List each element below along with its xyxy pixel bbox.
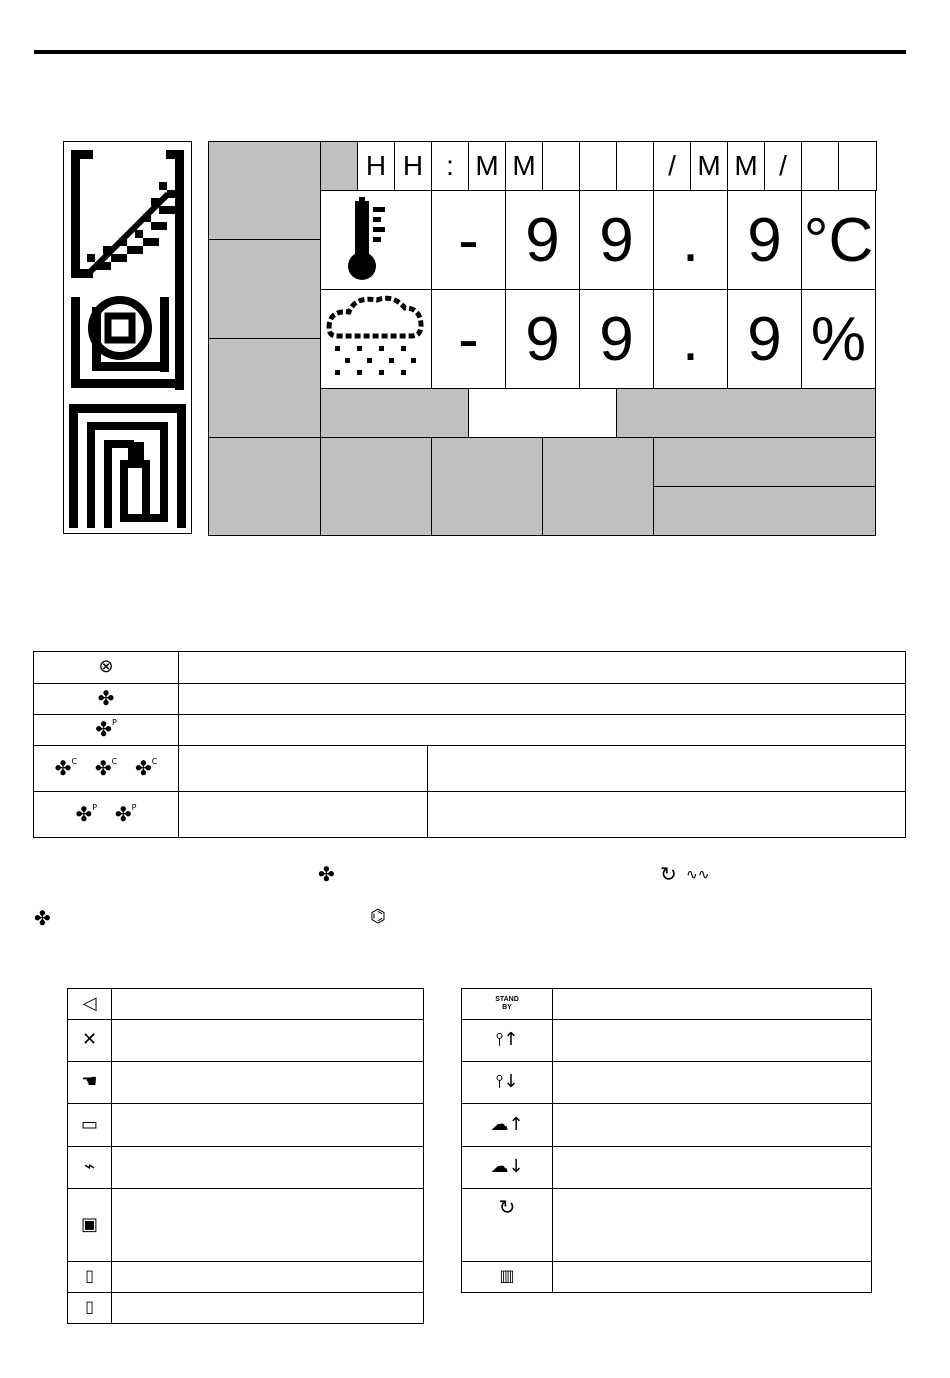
thermometer-icon: [320, 190, 432, 290]
table-row: [68, 989, 424, 1020]
fan-mode-label-c: C: [111, 756, 118, 766]
lcd-segment: [431, 437, 543, 536]
lcd-segment: [320, 388, 469, 438]
lcd-segment: [320, 437, 432, 536]
table-row: [34, 715, 906, 746]
humidity-decimal-point: .: [653, 289, 728, 389]
table-row: [34, 792, 906, 838]
rain-cloud-icon: [320, 289, 432, 389]
table-row: [34, 746, 906, 792]
temp-digit-3: 9: [727, 190, 802, 290]
table-row: [462, 1147, 872, 1189]
lcd-header-cell: M: [690, 141, 728, 191]
table-row: [68, 1189, 424, 1262]
temperature-down-icon: ⫯↓: [495, 1071, 519, 1092]
lcd-segment: [208, 338, 321, 438]
fan-icon: ✤: [75, 801, 93, 826]
standby-icon-line2: BY: [502, 1004, 512, 1011]
humidity-down-icon: ☁↓: [490, 1156, 524, 1177]
lcd-header-cell: [542, 141, 580, 191]
manual-hand-icon: ☚: [81, 1071, 98, 1092]
table-row: [68, 1293, 424, 1324]
fan-icon: ✤: [34, 906, 51, 930]
alarm-speaker-icon: ◁: [82, 992, 97, 1014]
lcd-header-cell: /: [764, 141, 802, 191]
table-row: [462, 989, 872, 1020]
table-row: [462, 1262, 872, 1293]
table-row: [34, 684, 906, 715]
fan-mode-label-c: C: [151, 756, 158, 766]
lcd-display: [208, 141, 876, 536]
table-row: [34, 652, 906, 684]
lcd-header-cell: [838, 141, 877, 191]
lcd-header-cell: [320, 141, 358, 191]
table-row: [68, 1062, 424, 1104]
standby-icon-line1: STAND: [495, 996, 519, 1003]
humidity-sign: -: [431, 289, 506, 389]
logo-graphic: [64, 142, 191, 533]
top-rule: [34, 50, 906, 54]
table-row: [462, 1020, 872, 1062]
table-row: [462, 1104, 872, 1147]
timer-icon: ↻: [660, 862, 677, 886]
lcd-header-cell: M: [468, 141, 506, 191]
off-icon: ⊗: [98, 656, 114, 677]
lcd-header-cell: [616, 141, 654, 191]
lcd-segment: [468, 388, 617, 438]
lcd-segment: [653, 486, 876, 536]
humidity-digit-3: 9: [727, 289, 802, 389]
fan-icon: ✤: [95, 717, 112, 741]
switch-icon: ⌁: [84, 1156, 95, 1177]
right-icon-table: [461, 988, 872, 1293]
lcd-header-cell: H: [394, 141, 432, 191]
fan-mode-label-p: P: [92, 802, 98, 812]
temp-digit-2: 9: [579, 190, 654, 290]
heater-wave-icon: ∿∿: [686, 867, 710, 883]
fan-icon: ✤: [134, 755, 152, 780]
remote-icon: ▯: [85, 1266, 94, 1285]
lcd-header-cell: [801, 141, 839, 191]
heater-icon: ▭: [80, 1113, 98, 1135]
humidity-digit-1: 9: [505, 289, 580, 389]
lcd-segment: [542, 437, 654, 536]
lcd-segment: [616, 388, 876, 438]
lcd-segment: [208, 141, 321, 240]
table-row: [68, 1147, 424, 1189]
left-icon-table: [67, 988, 424, 1324]
temp-digit-1: 9: [505, 190, 580, 290]
remote-icon: ▯: [85, 1297, 94, 1316]
fan-mode-label-c: C: [71, 756, 78, 766]
fan-icon: ✤: [318, 862, 335, 886]
lcd-time-row: [320, 141, 876, 191]
lcd-header-cell: M: [505, 141, 543, 191]
humidity-up-icon: ☁↑: [490, 1113, 524, 1135]
fan-icon: ✤: [94, 755, 112, 780]
lcd-header-cell: :: [431, 141, 469, 191]
temp-sign: -: [431, 190, 506, 290]
fan-icon: ✤: [97, 686, 115, 710]
humidity-digit-2: 9: [579, 289, 654, 389]
computer-icon: ▣: [80, 1213, 98, 1235]
timer-icon: ↻: [498, 1195, 516, 1219]
lcd-header-cell: H: [357, 141, 395, 191]
humidity-unit: %: [801, 289, 876, 389]
temperature-up-icon: ⫯↑: [495, 1029, 519, 1050]
lcd-segment: [208, 239, 321, 339]
table-row: [462, 1189, 872, 1262]
lcd-segment: [653, 437, 876, 487]
lcd-header-cell: [579, 141, 617, 191]
fan-mode-label-p: P: [111, 718, 117, 727]
table-row: [68, 1262, 424, 1293]
table-row: [462, 1062, 872, 1104]
lcd-header-cell: /: [653, 141, 691, 191]
service-wrench-icon: ✕: [81, 1029, 98, 1050]
table-row: [68, 1020, 424, 1062]
fan-mode-label-p: P: [131, 802, 137, 812]
chart-icon: ▥: [499, 1266, 515, 1285]
table-row: [68, 1104, 424, 1147]
compressor-icon: ⌬: [370, 906, 386, 927]
temp-decimal-point: .: [653, 190, 728, 290]
fan-mode-table: [33, 651, 906, 838]
lcd-segment: [208, 437, 321, 536]
fan-icon: ✤: [54, 755, 72, 780]
temp-unit: °C: [801, 190, 876, 290]
logo-panel: [63, 141, 192, 534]
fan-icon: ✤: [114, 801, 132, 826]
lcd-header-cell: M: [727, 141, 765, 191]
